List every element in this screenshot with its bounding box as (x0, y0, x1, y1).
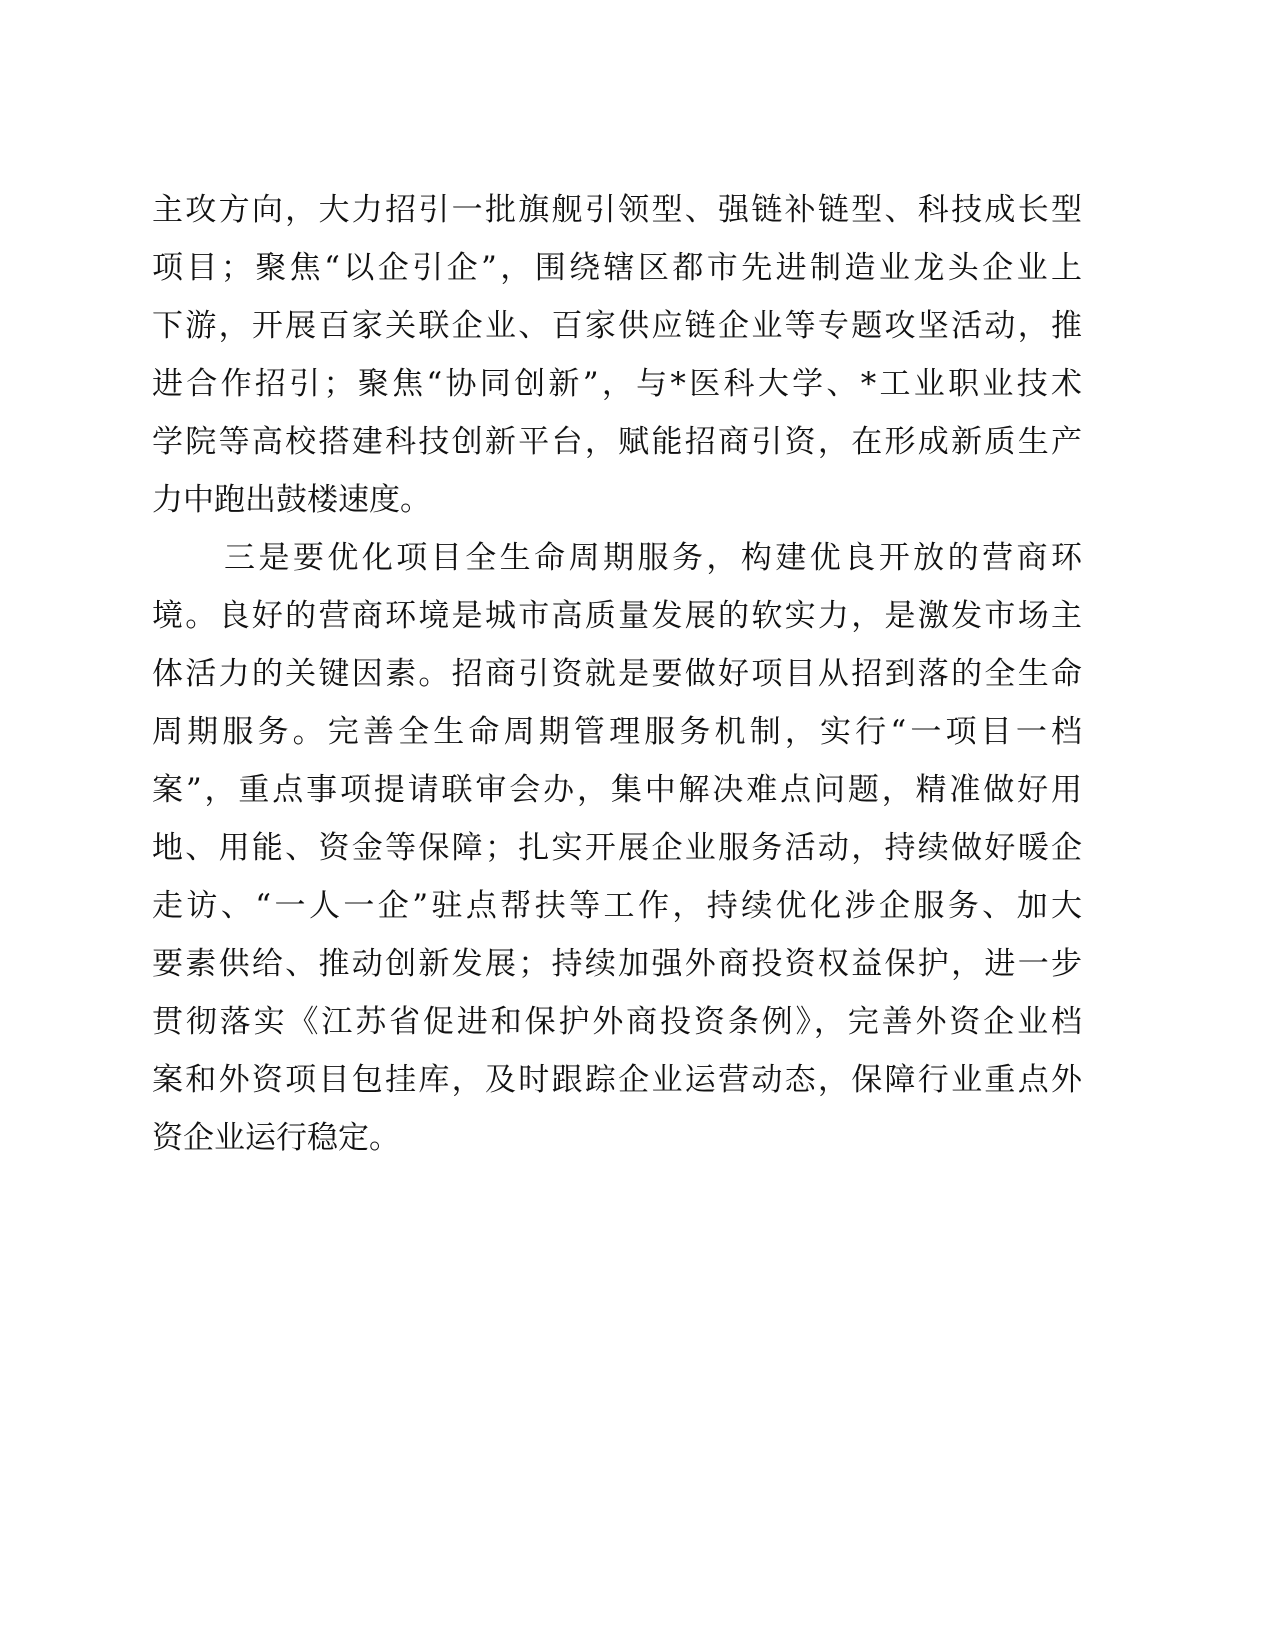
text-line: 走访、“一人一企”驻点帮扶等工作，持续优化涉企服务、加大 (152, 888, 1082, 924)
text-line: 项目；聚焦“以企引企”，围绕辖区都市先进制造业龙头企业上 (152, 250, 1082, 286)
text-line: 案”，重点事项提请联审会办，集中解决难点问题，精准做好用 (152, 772, 1082, 808)
text-line: 体活力的关键因素。招商引资就是要做好项目从招到落的全生命 (152, 656, 1082, 692)
text-line: 地、用能、资金等保障；扎实开展企业服务活动，持续做好暖企 (152, 830, 1082, 866)
text-line: 贯彻落实《江苏省促进和保护外商投资条例》，完善外资企业档 (152, 1004, 1082, 1040)
text-line: 学院等高校搭建科技创新平台，赋能招商引资，在形成新质生产 (152, 424, 1082, 460)
text-line: 进合作招引；聚焦“协同创新”，与*医科大学、*工业职业技术 (152, 366, 1082, 402)
text-line: 力中跑出鼓楼速度。 (152, 482, 431, 518)
paragraph-1 (152, 181, 1082, 529)
text-line: 要素供给、推动创新发展；持续加强外商投资权益保护，进一步 (152, 946, 1082, 982)
text-line: 案和外资项目包挂库，及时跟踪企业运营动态，保障行业重点外 (152, 1062, 1082, 1098)
paragraph-2 (152, 529, 1082, 1167)
text-line: 主攻方向，大力招引一批旗舰引领型、强链补链型、科技成长型 (152, 192, 1082, 228)
text-line: 三是要优化项目全生命周期服务，构建优良开放的营商环 (224, 540, 1082, 576)
text-line: 周期服务。完善全生命周期管理服务机制，实行“一项目一档 (152, 714, 1082, 750)
body-text (152, 181, 1082, 1167)
text-line: 资企业运行稳定。 (152, 1120, 400, 1156)
text-line: 境。良好的营商环境是城市高质量发展的软实力，是激发市场主 (152, 598, 1082, 634)
text-line: 下游，开展百家关联企业、百家供应链企业等专题攻坚活动，推 (152, 308, 1082, 344)
